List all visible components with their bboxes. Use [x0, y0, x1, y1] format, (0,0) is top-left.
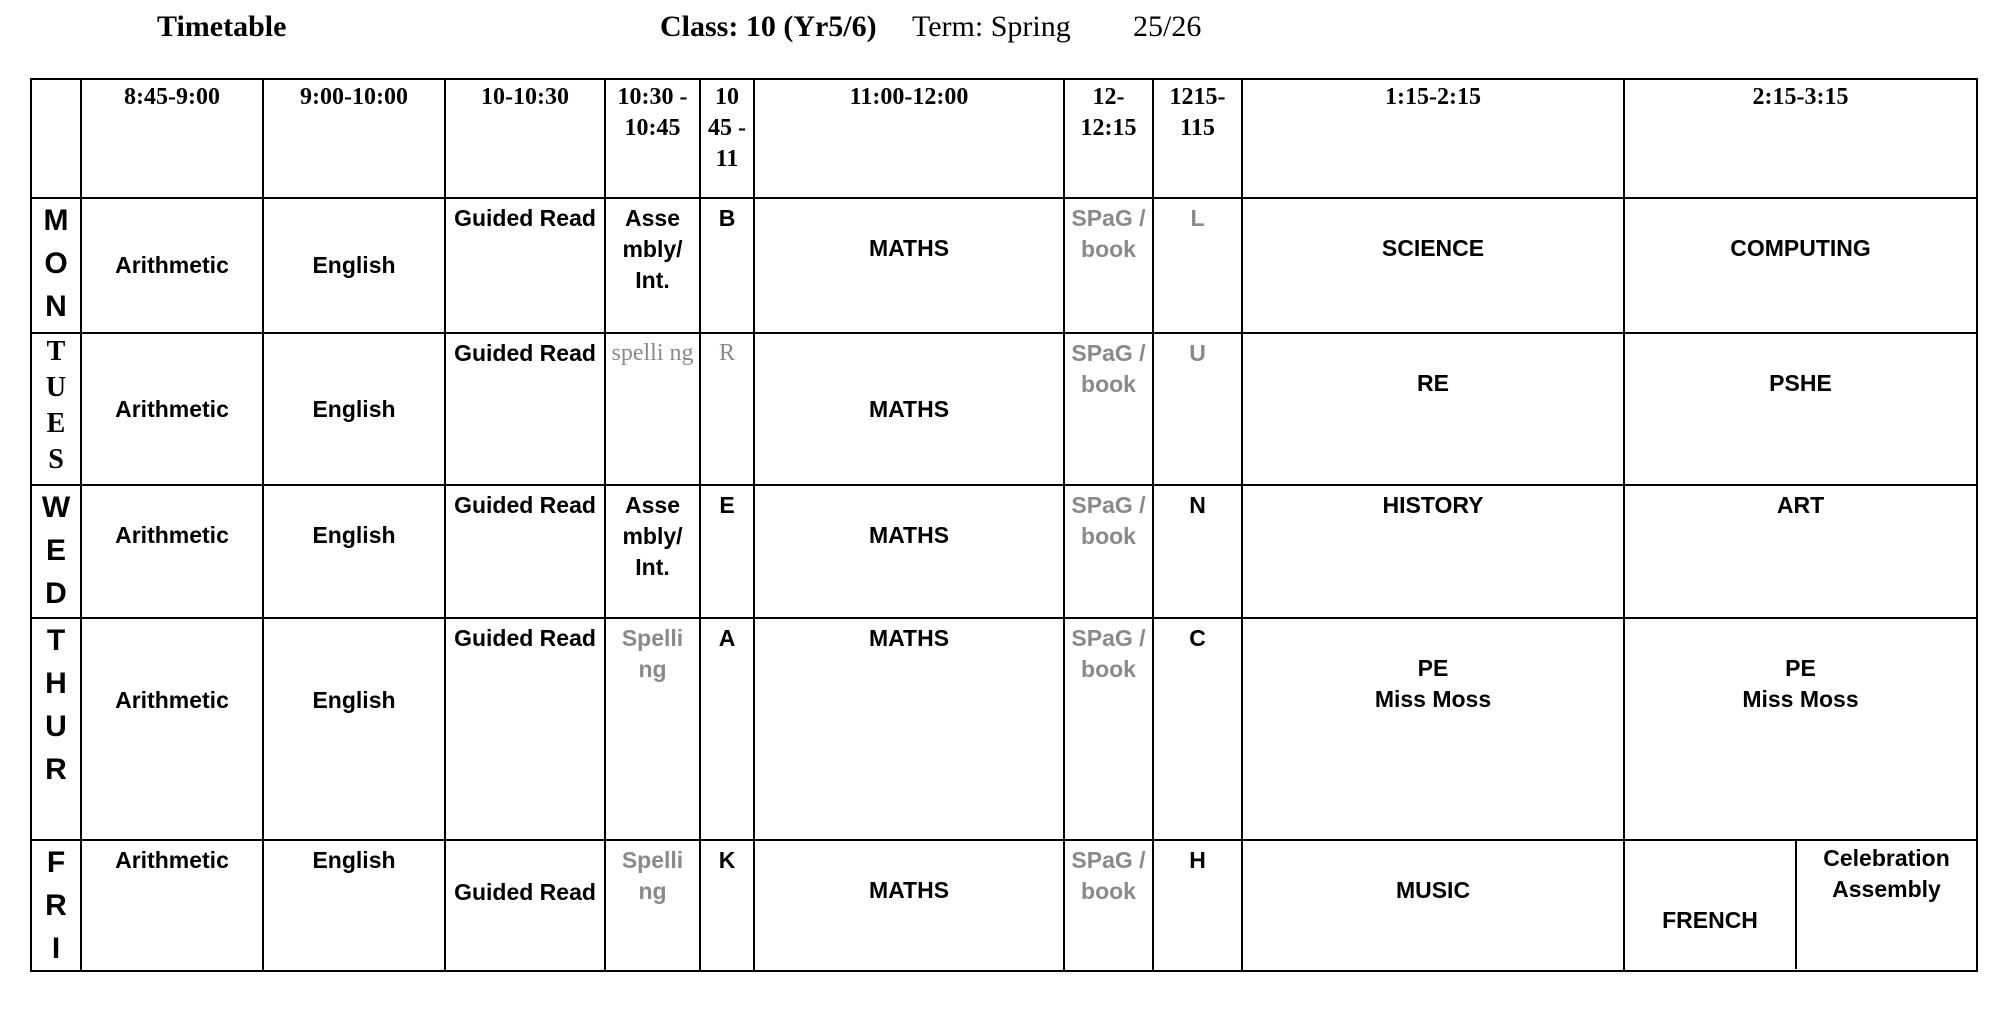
- day-letter: R: [45, 753, 67, 786]
- lesson-maths: MATHS: [754, 485, 1064, 618]
- day-row-monday: [31, 198, 1977, 333]
- lesson-maths: MATHS: [754, 333, 1064, 485]
- lesson-guided-read: Guided Read: [445, 840, 605, 971]
- day-letter: M: [43, 204, 69, 237]
- time-header: 1:15-2:15: [1242, 79, 1624, 198]
- pe-label: PE: [1785, 655, 1816, 681]
- lesson-arithmetic: Arithmetic: [81, 333, 263, 485]
- day-row-friday: [31, 840, 1977, 971]
- lesson-guided-read: Guided Read: [445, 198, 605, 333]
- lesson-maths: MATHS: [754, 618, 1064, 840]
- corner-cell: [31, 79, 81, 198]
- lesson-pe: [1624, 618, 1977, 840]
- day-letter: W: [41, 491, 71, 524]
- day-row-thursday: [31, 618, 1977, 840]
- lesson-pshe: PSHE: [1624, 333, 1977, 485]
- time-header: 10:30 - 10:45: [605, 79, 700, 198]
- lesson-arithmetic: Arithmetic: [81, 485, 263, 618]
- lesson-guided-read: Guided Read: [445, 618, 605, 840]
- lesson-spag: SPaG / book: [1064, 333, 1153, 485]
- lesson-computing: COMPUTING: [1624, 198, 1977, 333]
- lesson-maths: MATHS: [754, 840, 1064, 971]
- lesson-english: English: [263, 198, 445, 333]
- timetable-grid: [30, 78, 1978, 972]
- day-label-wednesday: [31, 485, 81, 618]
- lesson-spag: SPaG / book: [1064, 618, 1153, 840]
- time-header: 8:45-9:00: [81, 79, 263, 198]
- lesson-arithmetic: Arithmetic: [81, 618, 263, 840]
- lesson-music: MUSIC: [1242, 840, 1624, 971]
- lesson-pe: [1242, 618, 1624, 840]
- lesson-arithmetic: Arithmetic: [81, 840, 263, 971]
- lesson-science: SCIENCE: [1242, 198, 1624, 333]
- day-letter: E: [46, 408, 66, 439]
- break-letter: K: [700, 840, 754, 971]
- day-label-friday: [31, 840, 81, 971]
- pe-teacher: Miss Moss: [1374, 686, 1492, 712]
- lesson-french: FRENCH: [1625, 841, 1797, 969]
- time-header: 1215-115: [1153, 79, 1242, 198]
- day-letter: S: [48, 444, 64, 475]
- lunch-letter: U: [1153, 333, 1242, 485]
- lesson-english: English: [263, 485, 445, 618]
- lesson-art: ART: [1624, 485, 1977, 618]
- day-letter: O: [44, 247, 68, 280]
- break-letter: A: [700, 618, 754, 840]
- timetable-title: Timetable: [157, 10, 287, 43]
- academic-year: 25/26: [1133, 10, 1202, 43]
- day-label-monday: [31, 198, 81, 333]
- time-header: 2:15-3:15: [1624, 79, 1977, 198]
- friday-afternoon-split: [1624, 840, 1977, 971]
- time-header: 9:00-10:00: [263, 79, 445, 198]
- lesson-spelling: spelli ng: [605, 333, 700, 485]
- break-letter: R: [700, 333, 754, 485]
- day-letter: U: [45, 710, 67, 743]
- lesson-english: English: [263, 333, 445, 485]
- lesson-english: English: [263, 618, 445, 840]
- day-letter: H: [45, 667, 67, 700]
- lesson-arithmetic: Arithmetic: [81, 198, 263, 333]
- lesson-assembly: Asse mbly/ Int.: [605, 198, 700, 333]
- day-row-tuesday: [31, 333, 1977, 485]
- time-header: 10 45 - 11: [700, 79, 754, 198]
- class-label: Class: 10 (Yr5/6): [660, 10, 877, 43]
- time-header: 12-12:15: [1064, 79, 1153, 198]
- lesson-spelling: Spelli ng: [605, 840, 700, 971]
- lesson-spag: SPaG / book: [1064, 198, 1153, 333]
- lesson-assembly: Asse mbly/ Int.: [605, 485, 700, 618]
- day-letter: T: [46, 624, 66, 657]
- day-letter: E: [45, 534, 66, 567]
- day-label-tuesday: [31, 333, 81, 485]
- lesson-spelling: Spelli ng: [605, 618, 700, 840]
- pe-teacher: Miss Moss: [1742, 686, 1859, 712]
- day-letter: T: [46, 336, 66, 367]
- lunch-letter: L: [1153, 198, 1242, 333]
- lesson-maths: MATHS: [754, 198, 1064, 333]
- lesson-guided-read: Guided Read: [445, 485, 605, 618]
- lesson-re: RE: [1242, 333, 1624, 485]
- time-header: 10-10:30: [445, 79, 605, 198]
- pe-label: PE: [1417, 655, 1449, 681]
- lesson-spag: SPaG / book: [1064, 485, 1153, 618]
- break-letter: B: [700, 198, 754, 333]
- day-label-thursday: [31, 618, 81, 840]
- day-letter: I: [51, 932, 61, 965]
- lesson-english: English: [263, 840, 445, 971]
- lesson-celebration-assembly: Celebration Assembly: [1823, 845, 1950, 902]
- break-letter: E: [700, 485, 754, 618]
- lunch-letter: H: [1153, 840, 1242, 971]
- lunch-letter: C: [1153, 618, 1242, 840]
- term-label: Term: Spring: [912, 10, 1071, 43]
- day-letter: R: [45, 889, 67, 922]
- day-letter: U: [45, 372, 67, 403]
- lesson-spag: SPaG / book: [1064, 840, 1153, 971]
- day-letter: F: [46, 846, 66, 879]
- day-letter: N: [45, 290, 67, 323]
- day-letter: D: [45, 577, 67, 610]
- lesson-history: HISTORY: [1242, 485, 1624, 618]
- day-row-wednesday: [31, 485, 1977, 618]
- lunch-letter: N: [1153, 485, 1242, 618]
- time-header-row: [31, 79, 1977, 198]
- time-header: 11:00-12:00: [754, 79, 1064, 198]
- lesson-guided-read: Guided Read: [445, 333, 605, 485]
